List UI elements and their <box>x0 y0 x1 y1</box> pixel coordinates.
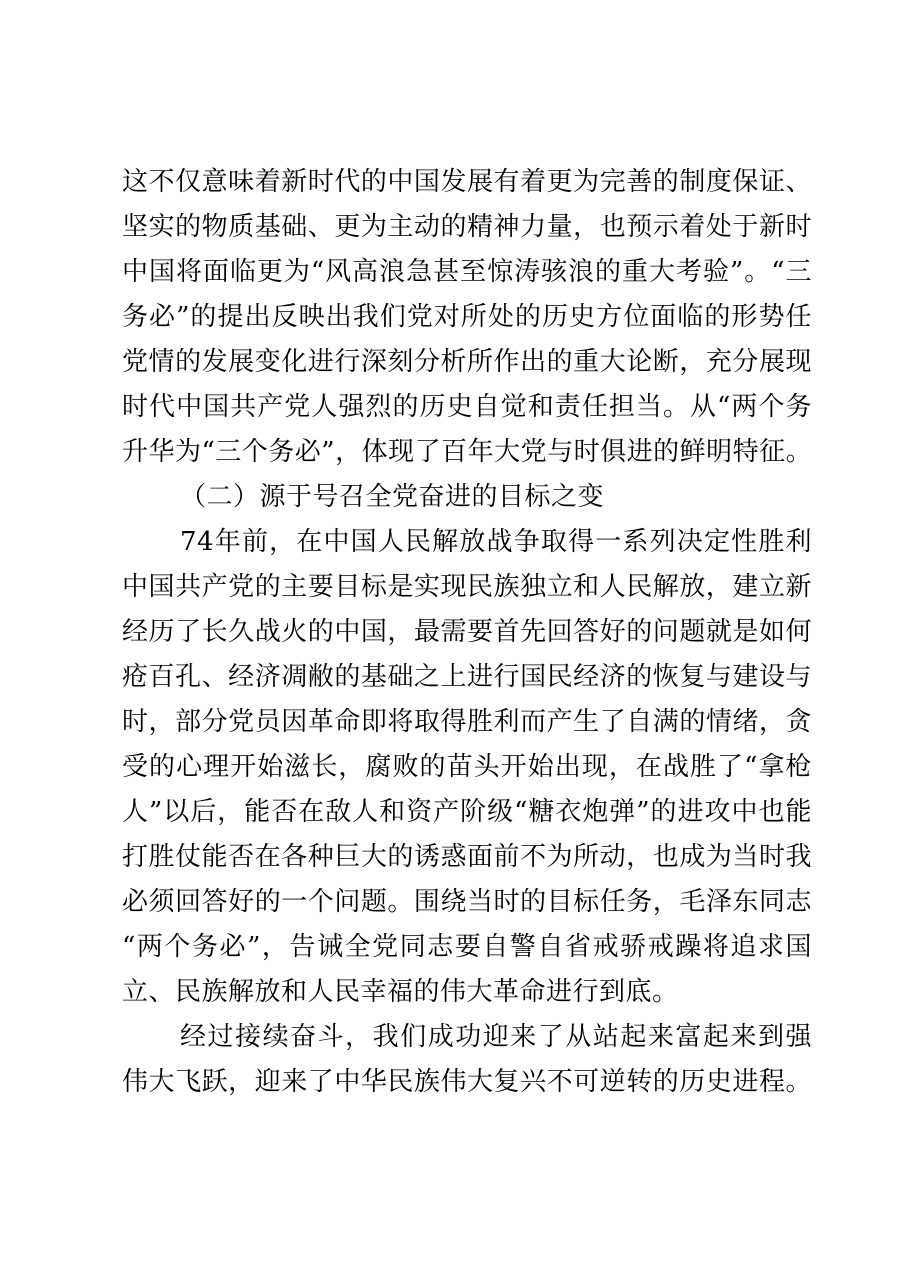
text-line: 时，部分党员因革命即将取得胜利而产生了自满的情绪，贪 <box>122 707 812 737</box>
text-line: 这不仅意味着新时代的中国发展有着更为完善的制度保证、 <box>122 167 812 197</box>
section-heading: （二）源于号召全党奋进的目标之变 <box>180 482 605 512</box>
text-line: 中国将面临更为“风高浪急甚至惊涛骇浪的重大考验”。“三 <box>122 257 812 287</box>
text-line: 打胜仗能否在各种巨大的诱惑面前不为所动，也成为当时我 <box>122 842 812 872</box>
paragraph-first-line: 74年前，在中国人民解放战争取得一系列决定性胜利 <box>180 527 812 557</box>
text-line: “两个务必”，告诫全党同志要自警自省戒骄戒躁将追求国 <box>122 932 812 962</box>
text-line: 党情的发展变化进行深刻分析所作出的重大论断，充分展现 <box>122 347 812 377</box>
text-line: 务必”的提出反映出我们党对所处的历史方位面临的形势任 <box>122 302 812 332</box>
text-line: 伟大飞跃，迎来了中华民族伟大复兴不可逆转的历史进程。 <box>122 1067 812 1097</box>
text-line: 升华为“三个务必”，体现了百年大党与时俱进的鲜明特征。 <box>122 437 813 467</box>
paragraph-first-line: 经过接续奋斗，我们成功迎来了从站起来富起来到强 <box>180 1022 812 1052</box>
body-text <box>122 160 812 1105</box>
text-line: 经历了长久战火的中国，最需要首先回答好的问题就是如何 <box>122 617 812 647</box>
text-line: 受的心理开始滋长，腐败的苗头开始出现，在战胜了“拿枪 <box>122 752 812 782</box>
text-line: 时代中国共产党人强烈的历史自觉和责任担当。从“两个务 <box>122 392 812 422</box>
text-line: 疮百孔、经济凋敝的基础之上进行国民经济的恢复与建设与 <box>122 662 812 692</box>
text-line: 立、民族解放和人民幸福的伟大革命进行到底。 <box>122 977 679 1007</box>
text-line: 坚实的物质基础、更为主动的精神力量，也预示着处于新时 <box>122 212 812 242</box>
text-line: 人”以后，能否在敌人和资产阶级“糖衣炮弹”的进攻中也能 <box>122 797 812 827</box>
text-line: 必须回答好的一个问题。围绕当时的目标任务，毛泽东同志 <box>122 887 812 917</box>
text-line: 中国共产党的主要目标是实现民族独立和人民解放，建立新 <box>122 572 812 602</box>
